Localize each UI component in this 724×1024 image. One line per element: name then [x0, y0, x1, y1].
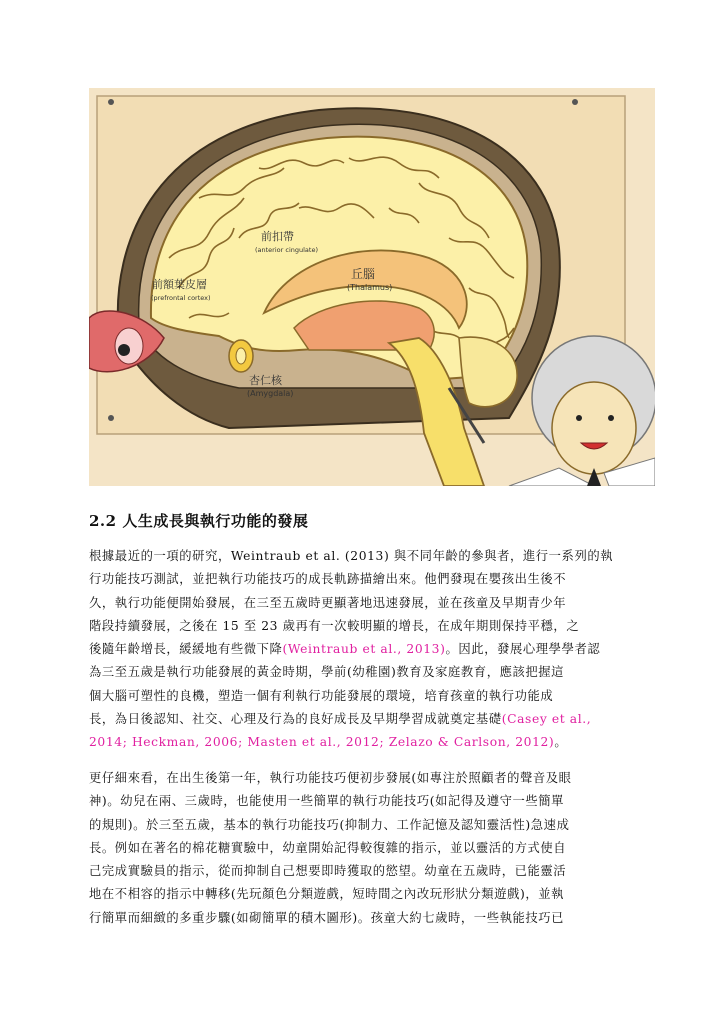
pin-icon	[108, 99, 114, 105]
paragraph-2	[89, 767, 637, 930]
citation-link[interactable]: (Casey et al.,	[501, 712, 592, 727]
label-amygdala-en: (Amygdala)	[247, 389, 294, 398]
paragraph-1	[89, 545, 637, 755]
text-line: 的規則)。於三至五歲，基本的執行功能技巧(抑制力、工作記憶及認知靈活性)急速成	[89, 817, 570, 832]
pin-icon	[572, 99, 578, 105]
text-line: 行簡單而細緻的多重步驟(如砌簡單的積木圖形)。孩童大約七歲時，一些執能技巧已	[89, 910, 565, 925]
pin-icon	[108, 415, 114, 421]
text-line: 長。例如在著名的棉花糖實驗中，幼童開始記得較復雜的指示，並以靈活的方式使自	[89, 840, 567, 855]
text-line: 行功能技巧測試，並把執行功能技巧的成長軌跡描繪出來。他們發現在嬰孩出生後不	[89, 572, 567, 587]
text-line	[89, 708, 637, 731]
text-segment: 。因此，發展心理學學者認	[445, 642, 601, 657]
brain-drawing	[89, 88, 655, 486]
text-segment: 長，為日後認知、社交、心理及行為的良好成長及早期學習成就奠定基礎	[89, 712, 502, 727]
label-thalamus-en: (Thalamus)	[347, 283, 393, 292]
eye-icon	[118, 344, 130, 356]
granny-face	[552, 382, 636, 474]
label-thalamus-zh: 丘腦	[351, 267, 376, 281]
citation-link[interactable]: 2014; Heckman, 2006; Masten et al., 2012; Zelazo & Carlson, 2012)	[89, 735, 555, 750]
text-line: 階段持續發展，之後在 15 至 23 歲再有一次較明顯的增長，在成年期則保持平穩，之	[89, 618, 580, 633]
text-line	[89, 731, 637, 754]
text-line: 地在不相容的指示中轉移(先玩顏色分類遊戲，短時間之內改玩形狀分類遊戲)，並執	[89, 887, 565, 902]
brain-illustration	[89, 88, 655, 486]
text-segment: 。	[554, 735, 568, 750]
text-line	[89, 638, 637, 661]
section-heading: 2.2 人生成長與執行功能的發展	[89, 512, 309, 530]
label-prefrontal-en: (prefrontal cortex)	[151, 294, 211, 302]
citation-link[interactable]: (Weintraub et al., 2013)	[282, 642, 446, 657]
label-amygdala-zh: 杏仁核	[249, 374, 282, 387]
text-line: 己完成實驗員的指示，從而抑制自己想要即時獲取的慾望。幼童在五歲時，已能靈活	[89, 864, 567, 879]
text-line: 更仔細來看，在出生後第一年，執行功能技巧便初步發展(如專注於照顧者的聲音及眼	[89, 771, 572, 785]
label-top-zh: 前扣帶	[261, 230, 294, 243]
text-line: 為三至五歲是執行功能發展的黃金時期，學前(幼稚園)教育及家庭教育，應該把握這	[89, 665, 565, 680]
text-line: 神)。幼兒在兩、三歲時，也能使用一些簡單的執行功能技巧(如記得及遵守一些簡單	[89, 794, 565, 809]
label-top-en: (anterior cingulate)	[255, 246, 318, 254]
text-line: 個大腦可塑性的良機，塑造一個有利執行功能發展的環境，培育孩童的執行功能成	[89, 688, 554, 703]
text-line: 久，執行功能便開始發展，在三至五歲時更顯著地迅速發展，並在孩童及早期青少年	[89, 595, 567, 610]
text-line: 根據最近的一項的研究，Weintraub et al. (2013) 與不同年齡的參與者，進行一系列的執	[89, 549, 614, 563]
text-segment: 後隨年齡增長，緩緩地有些微下降	[89, 642, 283, 657]
label-prefrontal-zh: 前額葉皮層	[152, 278, 207, 291]
